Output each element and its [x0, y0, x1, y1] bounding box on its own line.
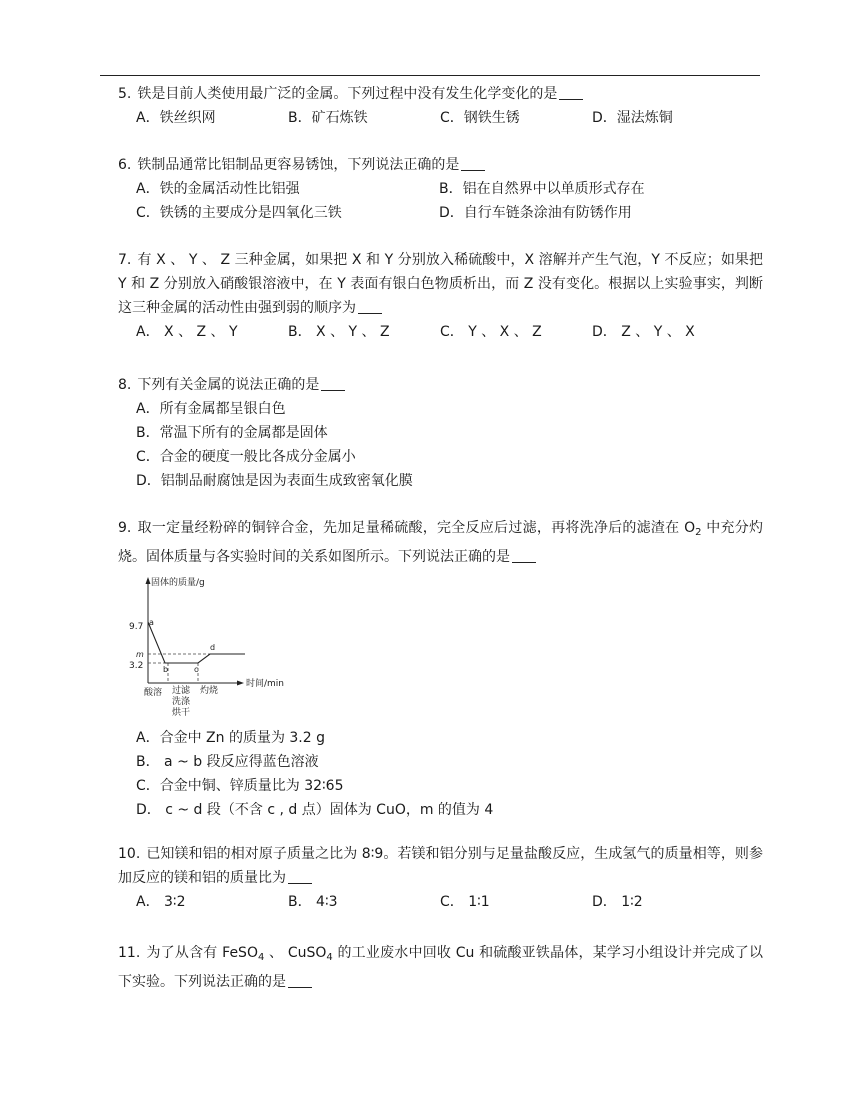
stage-label: 灼烧: [200, 686, 219, 696]
stage-label: 烘干: [172, 708, 191, 718]
subscript: 4: [257, 952, 265, 963]
y-axis-arrow: [146, 577, 151, 584]
question-stem: [118, 82, 763, 106]
answer-blank[interactable]: [288, 869, 312, 884]
question-stem: [118, 373, 763, 397]
options: [136, 397, 763, 493]
option-a[interactable]: A．铁的金属活动性比铝强: [136, 181, 300, 197]
options: [136, 890, 763, 914]
option-a[interactable]: A．铁丝织网: [136, 110, 216, 126]
stage-label: 酸溶: [144, 688, 163, 698]
question-6: [118, 153, 763, 225]
option-c[interactable]: C． Y 、 X 、 Z: [440, 324, 542, 340]
question-stem: [118, 516, 763, 569]
question-11: [118, 941, 763, 994]
options: [136, 726, 763, 822]
stem-text: 下列有关金属的说法正确的是: [137, 377, 320, 393]
stem-text: 的工业废水中回收 Cu 和硫酸亚铁晶体，某学习小组设计并完成了以下实验。下列说法正确的是: [118, 945, 763, 990]
option-b[interactable]: B．常温下所有的金属都是固体: [136, 425, 328, 441]
stem-text: 有 X 、 Y 、 Z 三种金属，如果把 X 和 Y 分别放入稀硫酸中，X 溶解并产生气泡，Y 不反应；如果把 Y 和 Z 分别放入硝酸银溶液中，在 Y 表面有银白色物质析出，而 Z 没有变化。根据以上实验事实，判断这三种金属的活动性由强到弱的顺序为: [118, 252, 763, 316]
stage-label: 洗涤: [172, 697, 191, 707]
question-number: 11.: [118, 945, 141, 961]
option-a[interactable]: A．合金中 Zn 的质量为 3.2 g: [136, 730, 325, 746]
question-9-options: [118, 726, 763, 822]
answer-blank[interactable]: [288, 973, 312, 988]
option-c[interactable]: C．合金中铜、锌质量比为 32∶65: [136, 778, 344, 794]
y-axis-label: 固体的质量/g: [151, 578, 205, 588]
option-b[interactable]: B． 4∶3: [288, 894, 338, 910]
answer-blank[interactable]: [559, 85, 583, 100]
options: [136, 201, 763, 225]
question-stem: [118, 153, 763, 177]
option-d[interactable]: D．自行车链条涂油有防锈作用: [439, 205, 632, 221]
point-label-d: d: [210, 643, 216, 652]
point-label-b: b: [163, 665, 169, 674]
answer-blank[interactable]: [321, 376, 345, 391]
question-stem: [118, 248, 763, 320]
option-a[interactable]: A． 3∶2: [136, 894, 186, 910]
stem-text: 已知镁和铝的相对原子质量之比为 8∶9。若镁和铝分别与足量盐酸反应，生成氢气的质量相等，则参加反应的镁和铝的质量比为: [118, 846, 763, 886]
question-stem: [118, 842, 763, 890]
mass-curve: [148, 622, 245, 663]
y-tick-label: 3.2: [129, 661, 144, 671]
subscript: 4: [326, 952, 333, 963]
y-tick-label: 9.7: [129, 622, 144, 632]
option-a[interactable]: A．所有金属都呈银白色: [136, 401, 286, 417]
question-stem: [118, 941, 763, 994]
question-number: 5.: [118, 86, 132, 102]
x-axis-arrow: [237, 681, 244, 686]
option-c[interactable]: C． 1∶1: [440, 894, 490, 910]
option-b[interactable]: B． a ~ b 段反应得蓝色溶液: [136, 754, 319, 770]
answer-blank[interactable]: [461, 156, 485, 171]
options: [136, 177, 763, 201]
option-d[interactable]: D． c ~ d 段（不含 c , d 点）固体为 CuO，m 的值为 4: [136, 802, 494, 818]
y-tick-label: m: [136, 650, 144, 659]
option-c[interactable]: C．铁锈的主要成分是四氧化三铁: [136, 205, 342, 221]
answer-blank[interactable]: [358, 299, 382, 314]
stage-label: 过滤: [172, 686, 191, 696]
header-rule: [100, 75, 760, 76]
question-9: [118, 516, 763, 569]
point-label-c: c: [194, 665, 199, 674]
question-8: [118, 373, 763, 493]
option-a[interactable]: A． X 、 Z 、 Y: [136, 324, 238, 340]
stem-text: 中充分灼烧。固体质量与各实验时间的关系如图所示。下列说法正确的是: [118, 520, 763, 565]
options: [136, 320, 763, 344]
question-number: 8.: [118, 377, 132, 393]
option-d[interactable]: D．湿法炼铜: [592, 110, 673, 126]
options: [136, 106, 763, 130]
mass-time-chart: [120, 573, 290, 718]
question-number: 10.: [118, 846, 141, 862]
question-7: [118, 248, 763, 344]
option-b[interactable]: B．铝在自然界中以单质形式存在: [439, 181, 645, 197]
stem-text: 铁是目前人类使用最广泛的金属。下列过程中没有发生化学变化的是: [137, 86, 558, 102]
option-d[interactable]: D．铝制品耐腐蚀是因为表面生成致密氧化膜: [136, 473, 413, 489]
x-axis-label: 时间/min: [246, 679, 285, 689]
stem-text: 铁制品通常比铝制品更容易锈蚀，下列说法正确的是: [137, 157, 460, 173]
stem-text: 为了从含有 FeSO: [146, 945, 258, 961]
question-number: 7.: [118, 252, 132, 268]
stem-text: 、 CuSO: [264, 945, 327, 961]
option-b[interactable]: B．矿石炼铁: [288, 110, 368, 126]
option-b[interactable]: B． X 、 Y 、 Z: [288, 324, 390, 340]
question-number: 6.: [118, 157, 132, 173]
question-10: [118, 842, 763, 914]
question-5: [118, 82, 763, 130]
subscript: 2: [695, 527, 702, 538]
point-label-a: a: [149, 618, 154, 627]
option-c[interactable]: C．钢铁生锈: [440, 110, 520, 126]
answer-blank[interactable]: [512, 548, 536, 563]
option-d[interactable]: D． 1∶2: [592, 894, 643, 910]
question-number: 9.: [118, 520, 132, 536]
stem-text: 取一定量经粉碎的铜锌合金，先加足量稀硫酸，完全反应后过滤，再将洗净后的滤渣在 O: [137, 520, 696, 536]
option-c[interactable]: C．合金的硬度一般比各成分金属小: [136, 449, 356, 465]
option-d[interactable]: D． Z 、 Y 、 X: [592, 324, 695, 340]
